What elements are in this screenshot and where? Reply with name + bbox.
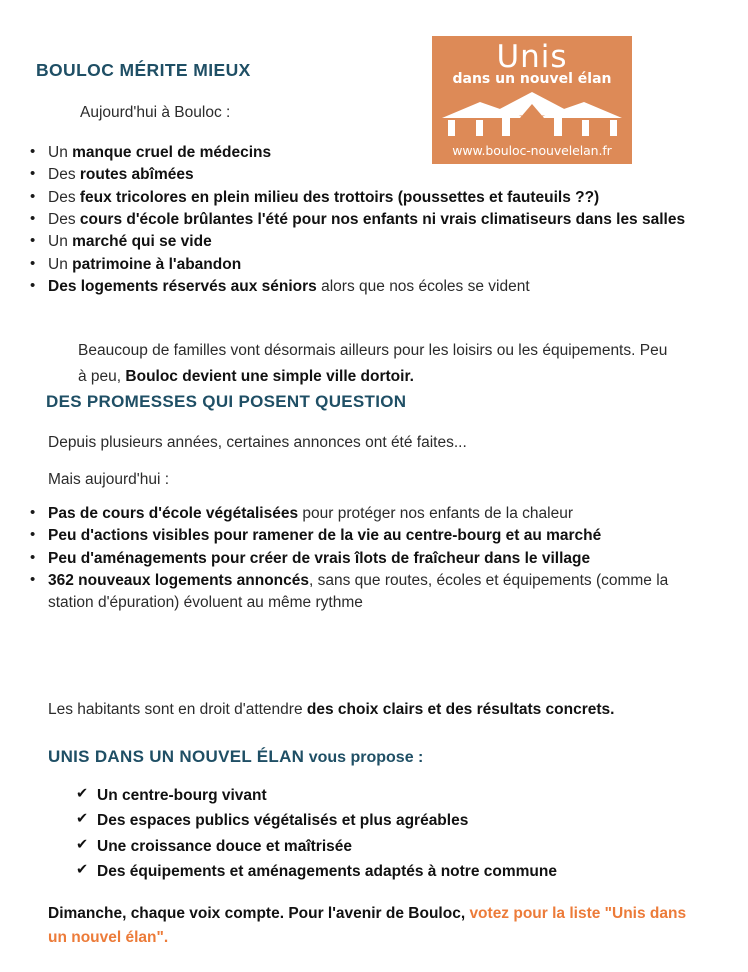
list-item	[27, 503, 697, 525]
item-bold: Peu d'aménagements pour créer de vrais îlots de fraîcheur dans le village	[48, 549, 591, 567]
promises-line-1: Depuis plusieurs années, certaines annonces ont été faites...	[48, 434, 467, 451]
list-item: ✔ Un centre-bourg vivant	[76, 783, 557, 808]
item-bold: Pas de cours d'école végétalisées	[48, 505, 299, 522]
problems-list	[27, 142, 717, 298]
item-bold: patrimoine à l'abandon	[72, 255, 242, 273]
item-bold: routes abîmées	[79, 166, 194, 184]
promises-line-2: Mais aujourd'hui :	[48, 471, 169, 488]
logo-tagline: dans un nouvel élan	[452, 71, 612, 87]
expectation-bold: des choix clairs et des résultats concrets.	[306, 700, 615, 718]
item-tail: alors que nos écoles se vident	[316, 277, 530, 295]
item-bold: cours d'école brûlantes l'été pour nos enfants ni vrais climatiseurs dans les salles	[79, 210, 686, 228]
item-bold: marché qui se vide	[72, 233, 212, 251]
item-lead: Des	[48, 210, 80, 228]
item-lead: Un	[48, 255, 73, 273]
list-item	[27, 209, 717, 231]
cta-orange-text: votez pour la liste "Unis dans un nouvel élan".	[48, 904, 687, 946]
quote-bold: Bouloc devient une simple ville dortoir.	[125, 367, 414, 385]
logo-website-url: www.bouloc-nouvelelan.fr	[452, 143, 612, 158]
market-hall-icon	[440, 90, 624, 140]
quote-lead: Beaucoup de familles vont désormais ailleurs pour les loisirs ou les équipements. Peu à peu,	[78, 341, 668, 385]
item-bold: Peu d'actions visibles pour ramener de la vie au centre-bourg et au marché	[48, 527, 602, 545]
list-item	[27, 525, 697, 547]
expectation-paragraph	[48, 698, 688, 722]
list-item: ✔ Une croissance douce et maîtrisée	[76, 834, 557, 859]
list-item	[27, 231, 717, 253]
item-bold: 362 nouveaux logements annoncés	[48, 571, 310, 589]
item-lead: Des	[48, 166, 80, 184]
list-item: ✔ Des équipements et aménagements adaptés à notre commune	[76, 859, 557, 884]
cta-black-text: Dimanche, chaque voix compte. Pour l'avenir de Bouloc,	[48, 904, 470, 922]
item-tail: , sans que routes, écoles et équipements (comme la station d'épuration) évoluent au même rythme	[48, 571, 669, 612]
item-lead: Un	[48, 233, 73, 251]
list-item	[27, 548, 697, 570]
item-bold: Des logements réservés aux séniors	[48, 277, 317, 295]
logo-title: Unis	[496, 39, 568, 75]
promises-list	[27, 503, 697, 615]
list-item	[27, 187, 717, 209]
list-item	[27, 276, 717, 298]
list-item: ✔ Des espaces publics végétalisés et plus agréables	[76, 808, 557, 833]
list-item	[27, 142, 717, 164]
item-bold: feux tricolores en plein milieu des trottoirs (poussettes et fauteuils ??)	[79, 188, 600, 206]
item-lead: Un	[48, 144, 73, 161]
item-lead: Des	[48, 188, 80, 206]
section-heading-proposal	[48, 747, 423, 767]
list-item	[27, 570, 697, 615]
call-to-action	[48, 902, 688, 950]
expectation-lead: Les habitants sont en droit d'attendre	[48, 700, 307, 718]
intro-line: Aujourd'hui à Bouloc :	[80, 104, 231, 121]
item-bold: manque cruel de médecins	[72, 144, 272, 161]
quote-paragraph	[78, 338, 678, 390]
page-title: BOULOC MÉRITE MIEUX	[36, 60, 251, 80]
proposal-list	[76, 783, 557, 884]
proposal-heading-strong: UNIS DANS UN NOUVEL ÉLAN	[48, 747, 305, 766]
section-heading-promesses: DES PROMESSES QUI POSENT QUESTION	[46, 392, 407, 411]
proposal-heading-light: vous propose :	[304, 749, 424, 766]
list-item	[27, 164, 717, 186]
item-tail: pour protéger nos enfants de la chaleur	[298, 505, 573, 522]
list-item	[27, 254, 717, 276]
